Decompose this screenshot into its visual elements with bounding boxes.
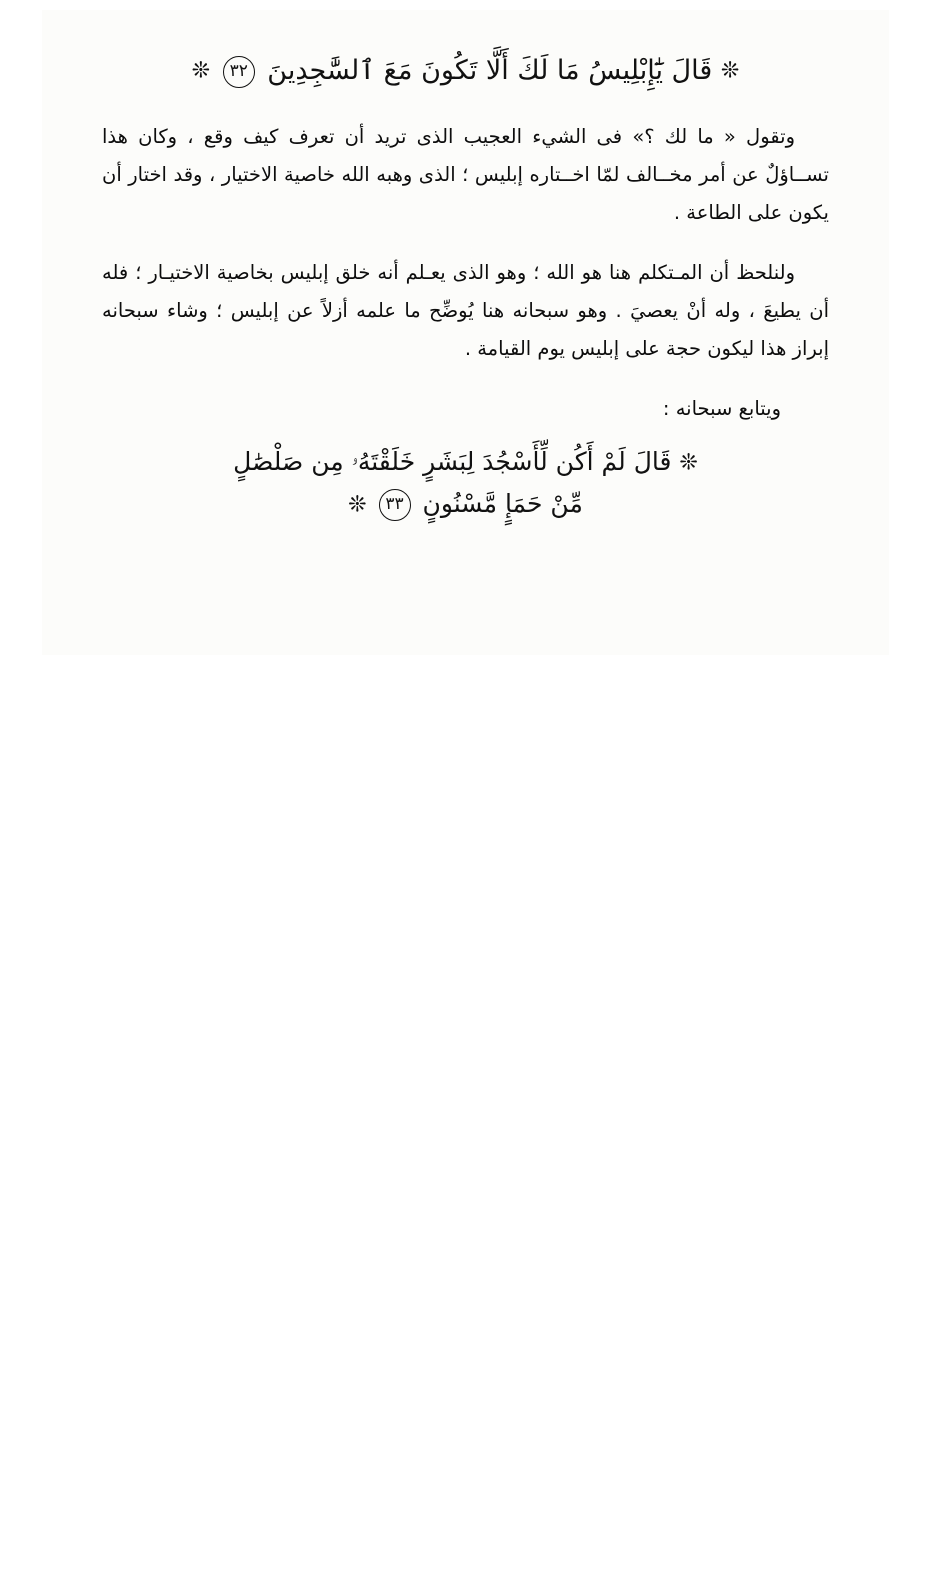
ornament-icon: ❊ bbox=[348, 492, 367, 518]
commentary-paragraph-2: ولنلحظ أن المـتكلم هنا هو الله ؛ وهو الذى يعـلم أنه خلق إبليس بخاصية الاختيـار ؛ فله أن يطيعَ ، وله أنْ يعصيَ . وهو سبحانه هنا يُوضِّح ما علمه أزلاً عن إبليس ؛ وشاء سبحانه إبراز هذا ليكون حجة على إبليس يوم القيامة . bbox=[102, 260, 829, 360]
scanned-page bbox=[42, 10, 889, 655]
ornament-icon: ❊ bbox=[679, 450, 698, 476]
quran-verse-32 bbox=[102, 50, 829, 92]
commentary-closing-line: ويتابع سبحانه : bbox=[662, 396, 781, 420]
verse-33-text-line1: قَالَ لَمْ أَكُن لِّأَسْجُدَ لِبَشَرٍ خَلَقْتَهُۥ مِن صَلْصَٰلٍ bbox=[233, 446, 672, 476]
ornament-icon: ❊ bbox=[720, 58, 740, 84]
verse-33-number: ٣٣ bbox=[379, 489, 411, 521]
verse-32-text: قَالَ يَٰٓإِبْلِيسُ مَا لَكَ أَلَّا تَكُونَ مَعَ ٱلسَّٰجِدِينَ bbox=[267, 55, 713, 86]
verse-32-line bbox=[102, 50, 829, 92]
verse-33-text-line2: مِّنْ حَمَإٍ مَّسْنُونٍ bbox=[422, 489, 583, 519]
verse-33-line-2 bbox=[102, 483, 829, 526]
verse-33-line-1 bbox=[102, 441, 829, 484]
ornament-icon: ❊ bbox=[191, 58, 211, 84]
page-content bbox=[42, 10, 889, 526]
commentary-paragraph-1: وتقول « ما لك ؟» فى الشيء العجيب الذى تريد أن تعرف كيف وقع ، وكان هذا تســاؤلٌ عن أمر مخــالف لمّا اخــتاره إبليس ؛ الذى وهبه الله خاصية الاختيار ، وقد اختار أن يكون على الطاعة . bbox=[102, 124, 829, 224]
quran-verse-33 bbox=[102, 441, 829, 526]
verse-32-number: ٣٢ bbox=[223, 56, 255, 88]
